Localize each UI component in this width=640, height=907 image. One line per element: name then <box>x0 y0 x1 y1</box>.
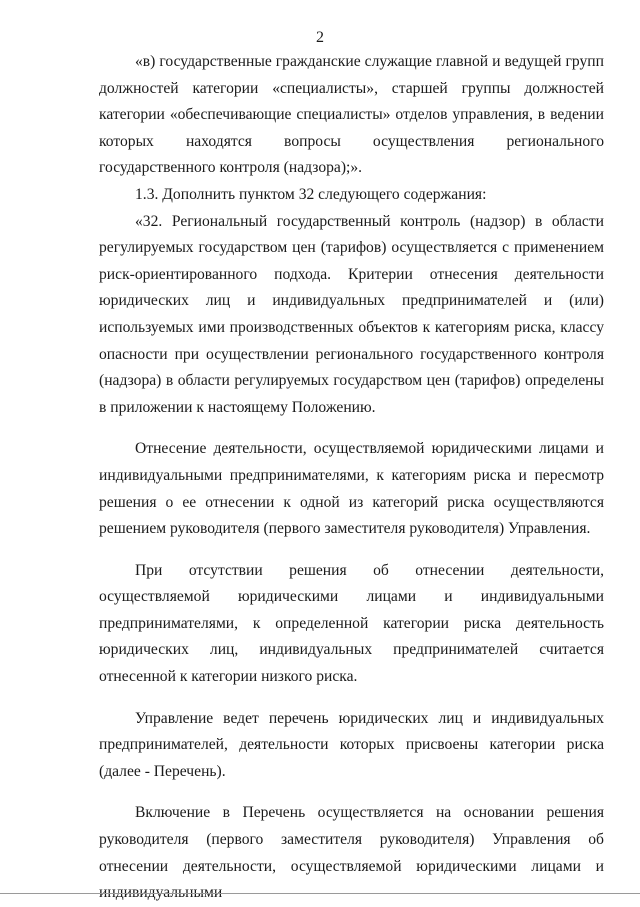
paragraph-civil-servants: «в) государственные гражданские служащие главной и ведущей групп должностей категории «специалисты», старшей группы должностей категории «обеспечивающие специалисты» отделов управления, в ведении которых находятся вопросы осуществления регионального государственного контроля (надзора);». <box>99 53 604 177</box>
paragraph-register-inclusion: Включение в Перечень осуществляется на основании решения руководителя (первого заместителя руководителя) Управления об отнесении деятельности, осуществляемой юридическими лицами и индивидуальными <box>99 804 604 902</box>
paragraph-amendment-1-3: 1.3. Дополнить пунктом 32 следующего содержания: <box>135 185 487 203</box>
document-body <box>99 49 604 907</box>
paragraph-point-32: «32. Региональный государственный контроль (надзор) в области регулируемых государством цен (тарифов) осуществляется с применением риск-ориентированного подхода. Критерии отнесения деятельности юридических лиц и индивидуальных предпринимателей и (или) используемых ими производственных объектов к категориям риска, классу опасности при осуществлении регионального государственного контроля (надзора) в области регулируемых государством цен (тарифов) определены в приложении к настоящему Положению. <box>99 212 604 416</box>
page-number: 2 <box>316 29 324 46</box>
footer-divider <box>0 893 640 894</box>
paragraph-risk-assignment: Отнесение деятельности, осуществляемой юридическими лицами и индивидуальными предпринимателями, к категориям риска и пересмотр решения о ее отнесении к одной из категорий риска осуществляются решением руководителя (первого заместителя руководителя) Управления. <box>99 440 604 538</box>
paragraph-register: Управление ведет перечень юридических лиц и индивидуальных предпринимателей, деятельности которых присвоены категории риска (далее - Перечень). <box>99 709 604 780</box>
paragraph-low-risk-default: При отсутствии решения об отнесении деятельности, осуществляемой юридическими лицами и индивидуальными предпринимателями, к определенной категории риска деятельность юридических лиц, индивидуальных предпринимателей считается отнесенной к категории низкого риска. <box>99 561 604 686</box>
